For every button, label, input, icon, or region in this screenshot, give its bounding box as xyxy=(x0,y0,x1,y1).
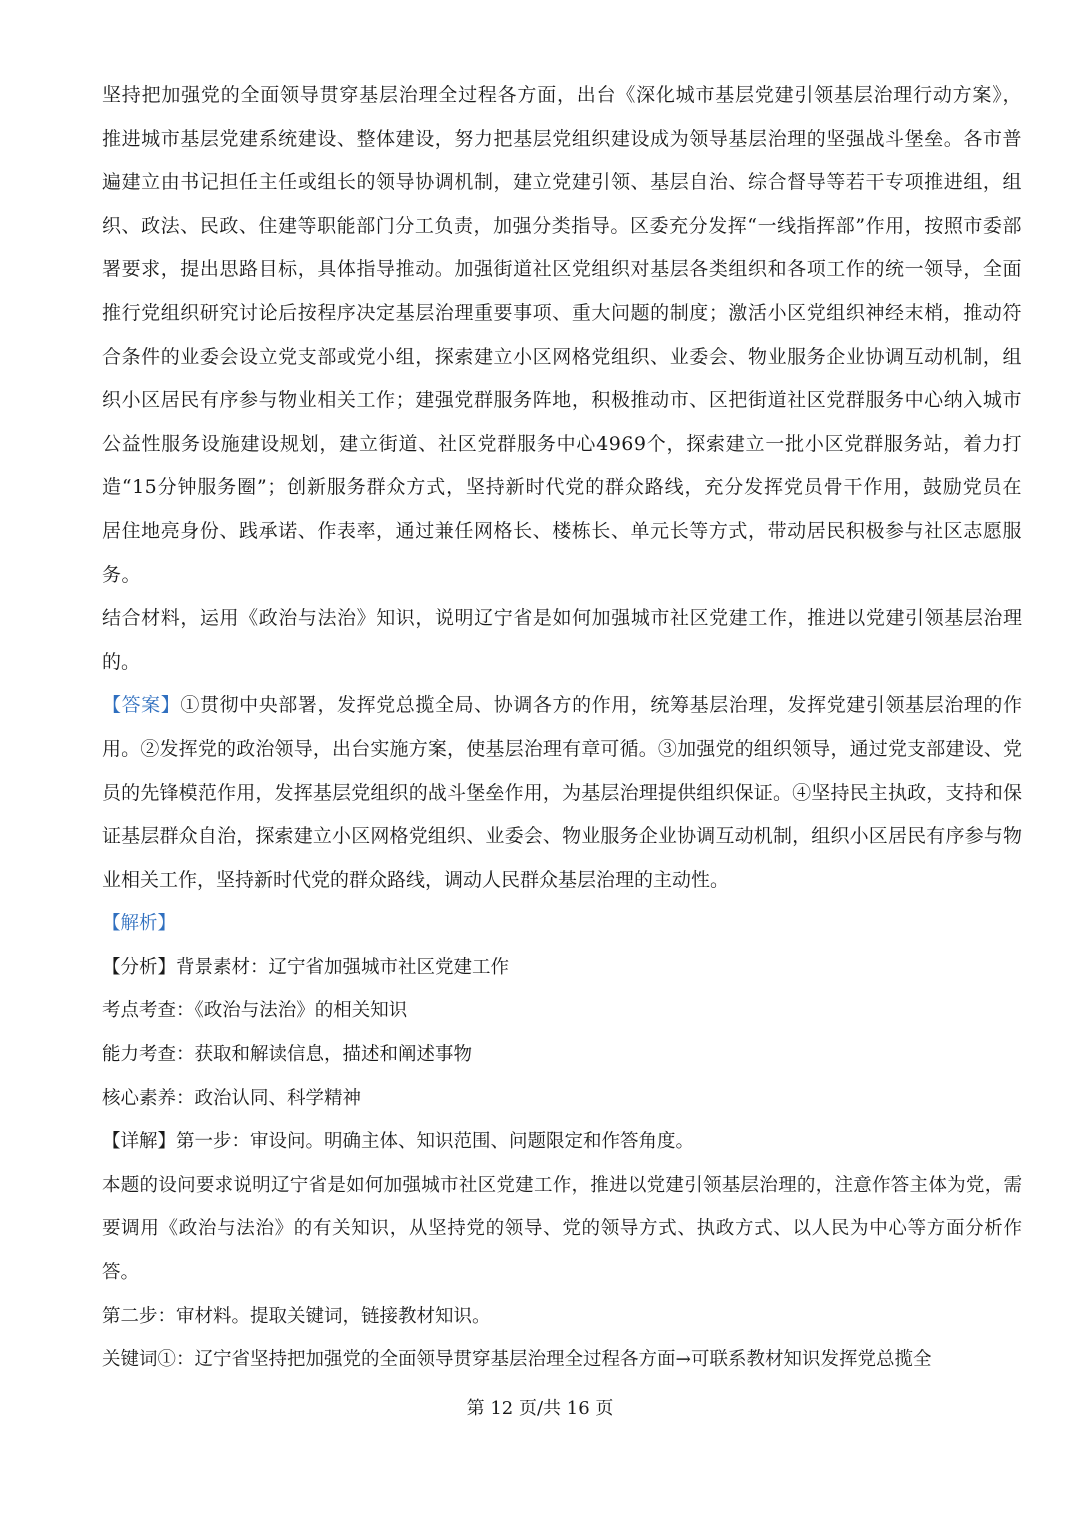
question-text: 结合材料，运用《政治与法治》知识，说明辽宁省是如何加强城市社区党建工作，推进以党建引领基层治理的。 xyxy=(102,607,1022,673)
analysis-heading xyxy=(102,902,1022,946)
detail-step1: 【详解】第一步：审设问。明确主体、知识范围、问题限定和作答角度。 xyxy=(102,1131,695,1153)
detail-text: 本题的设问要求说明辽宁省是如何加强城市社区党建工作，推进以党建引领基层治理的，注意作答主体为党，需要调用《政治与法治》的有关知识，从坚持党的领导、党的领导方式、执政方式、以人民为中心等方面分析作答。 xyxy=(102,1174,1022,1284)
answer-paragraph xyxy=(102,684,1022,902)
analysis-ability: 能力考查：获取和解读信息，描述和阐述事物 xyxy=(102,1044,473,1066)
page-content xyxy=(102,74,1022,1382)
material-paragraph: 坚持把加强党的全面领导贯穿基层治理全过程各方面，出台《深化城市基层党建引领基层治理行动方案》，推进城市基层党建系统建设、整体建设，努力把基层党组织建设成为领导基层治理的坚强战斗堡垒。各市普遍建立由书记担任主任或组长的领导协调机制，建立党建引领、基层自治、综合督导等若干专项推进组，组织、政法、民政、住建等职能部门分工负责，加强分类指导。区委充分发挥“一线指挥部”作用，按照市委部署要求，提出思路目标，具体指导推动。加强街道社区党组织对基层各类组织和各项工作的统一领导，全面推行党组织研究讨论后按程序决定基层治理重要事项、重大问题的制度；激活小区党组织神经末梢，推动符合条件的业委会设立党支部或党小组，探索建立小区网格党组织、业委会、物业服务企业协调互动机制，组织小区居民有序参与物业相关工作；建强党群服务阵地，积极推动市、区把街道社区党群服务中心纳入城市公益性服务设施建设规划，建立街道、社区党群服务中心4969个，探索建立一批小区党群服务站，着力打造“15分钟服务圈”；创新服务群众方式，坚持新时代党的群众路线，充分发挥党员骨干作用，鼓励党员在居住地亮身份、践承诺、作表率，通过兼任网格长、楼栋长、单元长等方式，带动居民积极参与社区志愿服务。 xyxy=(102,84,1022,586)
answer-tag: 【答案】 xyxy=(102,694,181,717)
analysis-tag: 【解析】 xyxy=(102,913,177,935)
page-number: 第 12 页/共 16 页 xyxy=(466,1398,614,1419)
answer-text: ①贯彻中央部署，发挥党总揽全局、协调各方的作用，统筹基层治理，发挥党建引领基层治理的作用。②发挥党的政治领导，出台实施方案，使基层治理有章可循。③加强党的组织领导，通过党支部建设、党员的先锋模范作用，发挥基层党组织的战斗堡垒作用，为基层治理提供组织保证。④坚持民主执政，支持和保证基层群众自治，探索建立小区网格党组织、业委会、物业服务企业协调互动机制，组织小区居民有序参与物业相关工作，坚持新时代党的群众路线，调动人民群众基层治理的主动性。 xyxy=(102,694,1022,891)
analysis-literacy: 核心素养：政治认同、科学精神 xyxy=(102,1087,362,1109)
analysis-exam-point: 考点考查：《政治与法治》的相关知识 xyxy=(102,1000,408,1022)
keyword-1: 关键词①：辽宁省坚持把加强党的全面领导贯穿基层治理全过程各方面→可联系教材知识发挥党总揽全 xyxy=(102,1349,932,1371)
analysis-background: 【分析】背景素材：辽宁省加强城市社区党建工作 xyxy=(102,956,510,978)
detail-step2: 第二步：审材料。提取关键词，链接教材知识。 xyxy=(102,1305,491,1327)
